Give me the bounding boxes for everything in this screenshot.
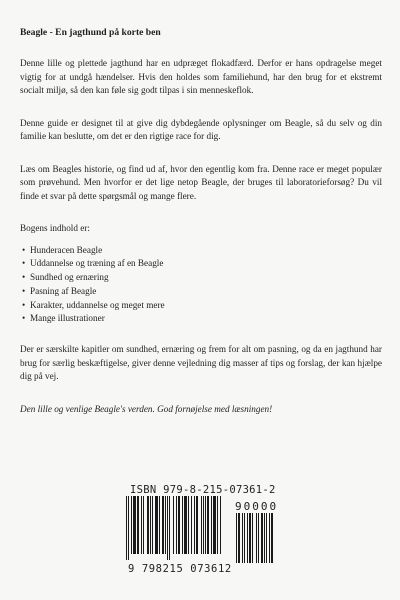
list-item xyxy=(22,285,382,299)
barcode-digits: 9 798215 073612 xyxy=(128,563,232,575)
list-item xyxy=(22,271,382,285)
isbn-barcode xyxy=(124,496,230,562)
bullet-icon: • xyxy=(22,258,26,269)
list-item-text: Pasning af Beagle xyxy=(30,285,97,296)
list-item xyxy=(22,299,382,313)
list-item xyxy=(22,244,382,258)
description-paragraph-1: Denne lille og plettede jagthund har en udpræget flokadfærd. Derfor er hans opdragelse meget vigtig for at undgå hændelser. Hvis den holdes som familiehund, har den brug for et ekstremt socialt miljø, så den kan føle sig godt tilpas i sin menneskeflok. xyxy=(20,58,382,95)
isbn-label: ISBN 979-8-215-07361-2 xyxy=(130,484,276,496)
list-item xyxy=(22,312,382,326)
description-paragraph-2: Denne guide er designet til at give dig dybdegående oplysninger om Beagle, så du selv og din familie kan beslutte, om det er den rigtige race for dig. xyxy=(20,117,382,141)
book-title: Beagle - En jagthund på korte ben xyxy=(20,27,161,38)
list-item-text: Hunderacen Beagle xyxy=(30,244,103,255)
bullet-icon: • xyxy=(22,272,26,283)
list-item-text: Uddannelse og træning af en Beagle xyxy=(30,258,164,269)
contents-intro: Bogens indhold er: xyxy=(20,223,90,233)
bullet-icon: • xyxy=(22,299,26,310)
price-addon-barcode xyxy=(234,513,278,565)
price-addon-label: 90000 xyxy=(235,500,279,513)
bullet-icon: • xyxy=(22,244,26,255)
closing-line: Den lille og venlige Beagle's verden. God fornøjelse med læsningen! xyxy=(20,403,273,414)
description-paragraph-3: Læs om Beagles historie, og find ud af, hvor den egentlig kom fra. Denne race er meget populær som prøvehund. Men hvorfor er det lige netop Beagle, der bruges til laboratorieforsøg? Du vil finde et svar på dette spørgsmål og mange flere. xyxy=(20,163,382,201)
contents-list xyxy=(20,244,382,327)
list-item xyxy=(22,257,382,271)
list-item-text: Karakter, uddannelse og meget mere xyxy=(30,299,165,310)
list-item-text: Mange illustrationer xyxy=(30,313,105,324)
chapters-paragraph: Der er særskilte kapitler om sundhed, ernæring og frem for alt om pasning, og da en jagthund har brug for særlig beskæftigelse, giver denne vejledning dig masser af tips og forslag, der kan hjælpe dig på vej. xyxy=(20,344,382,382)
list-item-text: Sundhed og ernæring xyxy=(30,272,109,283)
bullet-icon: • xyxy=(22,313,26,324)
bullet-icon: • xyxy=(22,285,26,296)
